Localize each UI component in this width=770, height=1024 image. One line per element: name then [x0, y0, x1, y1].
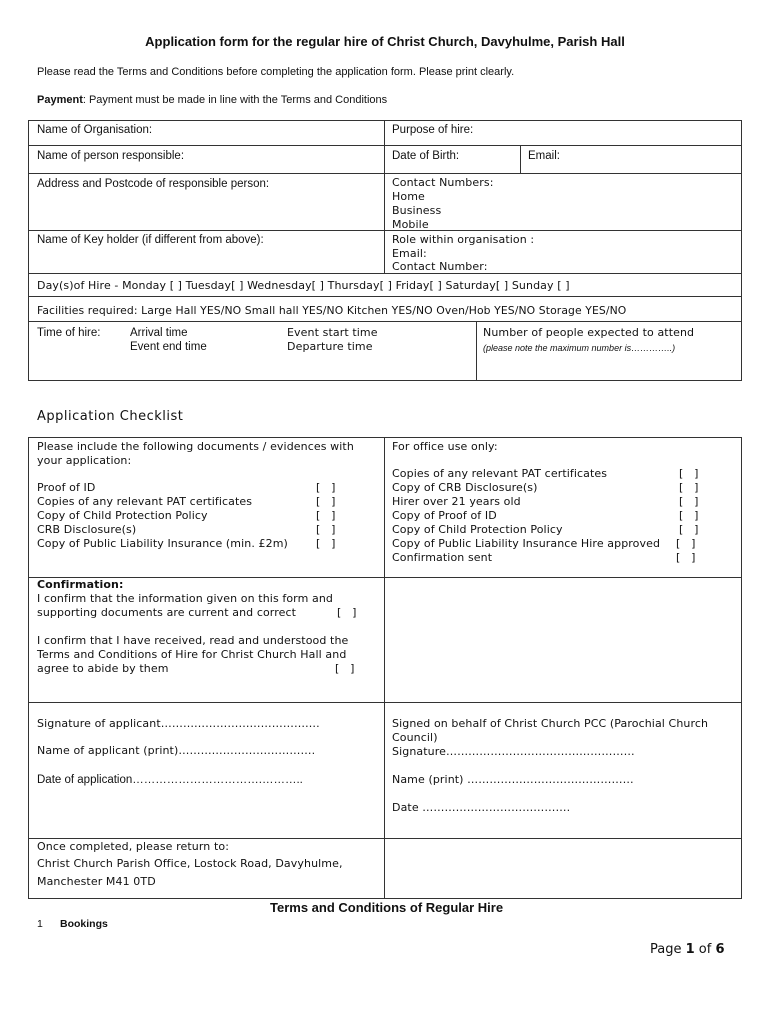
confirm-checkbox-2[interactable]: [ ]: [335, 662, 355, 675]
event-end-time-field[interactable]: Event end time: [130, 341, 207, 353]
people-note: (please note the maximum number is…………..): [483, 343, 676, 353]
page-current: 1: [685, 942, 695, 957]
role-field[interactable]: Role within organisation :: [392, 233, 535, 246]
check-item-insurance: Copy of Public Liability Insurance (min. £2m): [37, 537, 288, 550]
office-checkbox-pat[interactable]: [ ]: [679, 467, 699, 480]
intro-text: Please read the Terms and Conditions before completing the application form. Please print clearly.: [37, 66, 515, 78]
name-applicant-field[interactable]: Name of applicant (print)……………………………….: [37, 744, 316, 757]
office-checkbox-over-21[interactable]: [ ]: [679, 495, 699, 508]
pcc-name-field[interactable]: Name (print) ………………………………………: [392, 773, 634, 786]
purpose-field[interactable]: Purpose of hire:: [392, 124, 474, 136]
bookings-heading: Bookings: [60, 918, 108, 930]
date-application-field[interactable]: Date of application…………………………….………..: [37, 774, 303, 786]
arrival-time-field[interactable]: Arrival time: [130, 327, 188, 339]
time-of-hire-label: Time of hire:: [37, 327, 101, 339]
office-item-over-21: Hirer over 21 years old: [392, 495, 521, 508]
page-indicator: [650, 942, 725, 957]
contact-mobile-field[interactable]: Mobile: [392, 218, 429, 231]
checkbox-child-protection[interactable]: [ ]: [316, 509, 336, 522]
return-address-line-2: Manchester M41 0TD: [37, 875, 156, 888]
address-field[interactable]: Address and Postcode of responsible person:: [37, 178, 270, 190]
departure-time-field[interactable]: Departure time: [287, 340, 373, 353]
return-label: Once completed, please return to:: [37, 840, 230, 853]
office-checkbox-proof-id[interactable]: [ ]: [679, 509, 699, 522]
days-of-hire[interactable]: Day(s)of Hire - Monday [ ] Tuesday[ ] Wednesday[ ] Thursday[ ] Friday[ ] Saturday[ ] Sunday [ ]: [37, 279, 570, 292]
office-item-pat: Copies of any relevant PAT certificates: [392, 467, 608, 480]
page-total: 6: [715, 942, 725, 957]
office-item-confirmation-sent: Confirmation sent: [392, 551, 493, 564]
page-prefix: Page: [650, 942, 686, 957]
confirm-checkbox-1[interactable]: [ ]: [337, 606, 357, 619]
pcc-date-field[interactable]: Date ………………………………….: [392, 801, 571, 814]
confirm-statement-1b: supporting documents are current and correct: [37, 606, 297, 619]
office-item-proof-id: Copy of Proof of ID: [392, 509, 497, 522]
checklist-intro: Please include the following documents / evidences with your application:: [37, 440, 354, 467]
org-field[interactable]: Name of Organisation:: [37, 124, 153, 136]
contact-business-field[interactable]: Business: [392, 204, 442, 217]
check-item-proof-id: Proof of ID: [37, 481, 96, 494]
signed-behalf-label: Signed on behalf of Christ Church PCC (Parochial Church Council): [392, 717, 709, 744]
dob-field[interactable]: Date of Birth:: [392, 150, 460, 162]
office-item-insurance-approved: Copy of Public Liability Insurance Hire approved: [392, 537, 661, 550]
payment-label: Payment: [37, 94, 83, 106]
checkbox-crb[interactable]: [ ]: [316, 523, 336, 536]
office-use-title: For office use only:: [392, 440, 498, 453]
confirmation-title: Confirmation:: [37, 578, 124, 591]
office-checkbox-crb[interactable]: [ ]: [679, 481, 699, 494]
email-field[interactable]: Email:: [528, 150, 560, 162]
person-field[interactable]: Name of person responsible:: [37, 150, 185, 162]
confirm-statement-2b: Terms and Conditions of Hire for Christ Church Hall and: [37, 648, 347, 661]
check-item-pat: Copies of any relevant PAT certificates: [37, 495, 253, 508]
people-count-field[interactable]: Number of people expected to attend: [483, 326, 695, 339]
check-item-crb: CRB Disclosure(s): [37, 523, 137, 536]
checklist-title: Application Checklist: [37, 409, 184, 424]
office-item-child-protection: Copy of Child Protection Policy: [392, 523, 563, 536]
office-checkbox-insurance[interactable]: [ ]: [676, 537, 696, 550]
checkbox-insurance[interactable]: [ ]: [316, 537, 336, 550]
terms-title: Terms and Conditions of Regular Hire: [270, 900, 504, 915]
page-of: of: [694, 942, 716, 957]
pcc-signature-field[interactable]: Signature……………………………………………: [392, 745, 635, 758]
page-title: Application form for the regular hire of Christ Church, Davyhulme, Parish Hall: [145, 34, 625, 49]
role-email-field[interactable]: Email:: [392, 247, 427, 260]
confirm-statement-2c: agree to abide by them: [37, 662, 169, 675]
facilities-required[interactable]: Facilities required: Large Hall YES/NO Small hall YES/NO Kitchen YES/NO Oven/Hob YES/NO Storage YES/NO: [37, 304, 627, 317]
check-item-child-protection: Copy of Child Protection Policy: [37, 509, 208, 522]
event-start-time-field[interactable]: Event start time: [287, 326, 378, 339]
return-address-line-1: Christ Church Parish Office, Lostock Road, Davyhulme,: [37, 857, 343, 870]
checkbox-proof-id[interactable]: [ ]: [316, 481, 336, 494]
payment-line: [37, 94, 387, 106]
office-checkbox-child-protection[interactable]: [ ]: [679, 523, 699, 536]
keyholder-field[interactable]: Name of Key holder (if different from above):: [37, 234, 264, 246]
role-contact-field[interactable]: Contact Number:: [392, 260, 488, 273]
signature-applicant-field[interactable]: Signature of applicant…………………………………….: [37, 717, 320, 730]
bookings-number: 1: [37, 918, 43, 930]
checkbox-pat[interactable]: [ ]: [316, 495, 336, 508]
contact-numbers-label: Contact Numbers:: [392, 176, 494, 189]
contact-home-field[interactable]: Home: [392, 190, 425, 203]
payment-text: : Payment must be made in line with the Terms and Conditions: [82, 94, 388, 106]
confirm-statement-2a: I confirm that I have received, read and understood the: [37, 634, 349, 647]
office-item-crb: Copy of CRB Disclosure(s): [392, 481, 538, 494]
confirm-statement-1a: I confirm that the information given on this form and: [37, 592, 334, 605]
office-checkbox-confirmation[interactable]: [ ]: [676, 551, 696, 564]
